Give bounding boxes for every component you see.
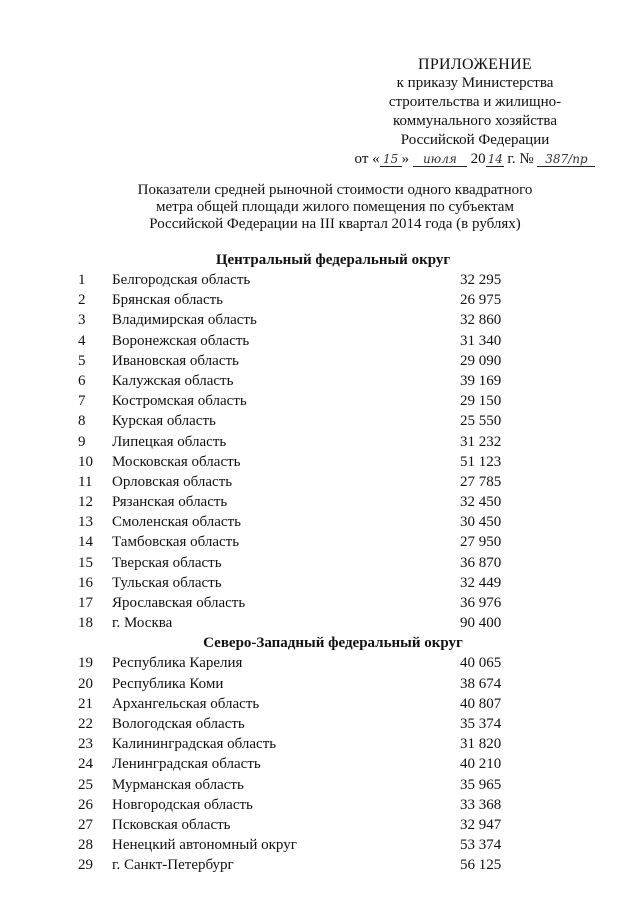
table-row [78,795,548,815]
price-value: 38 674 [460,675,502,692]
price-value: 31 340 [460,332,502,349]
row-number: 14 [78,534,93,551]
region-name: Ярославская область [112,595,246,611]
row-number: 15 [78,554,93,571]
region-name: Вологодская область [112,715,245,732]
row-number: 2 [78,292,86,309]
region-name: Ненецкий автономный округ [112,837,297,854]
row-number: 27 [78,816,93,833]
region-name: Брянская область [112,292,224,309]
price-value: 35 965 [460,776,502,793]
row-number: 11 [78,473,93,490]
price-value: 32 295 [460,272,502,288]
price-value: 33 368 [460,796,502,813]
row-number: 20 [78,675,93,692]
title-line: метра общей площади жилого помещения по субъектам [156,199,514,215]
table-row [78,734,548,754]
region-name: Новгородская область [112,796,253,813]
region-name: Смоленская область [112,514,241,531]
row-number: 1 [78,272,86,288]
region-name: Тульская область [112,574,222,591]
order-mid: » [401,151,410,167]
region-name: Калининградская область [112,736,277,753]
row-number: 10 [78,453,93,470]
price-value: 32 860 [460,312,502,329]
price-value: 40 065 [460,655,502,672]
price-value: 90 400 [460,615,502,632]
region-name: Ленинградская область [112,756,261,773]
order-year-suffix: г. № [503,151,534,167]
table-row [78,411,548,431]
price-value: 40 210 [460,756,502,773]
table-row [78,553,548,573]
row-number: 3 [78,312,86,329]
row-number: 16 [78,574,93,591]
order-year-prefix: 20 [470,151,486,167]
price-value: 29 150 [460,393,502,410]
row-number: 4 [78,332,86,349]
table-row [78,532,548,552]
row-number: 24 [78,756,93,773]
region-name: Калужская область [112,372,234,389]
row-number: 6 [78,372,86,389]
table-row [78,310,548,330]
region-name: Орловская область [112,473,233,490]
table-row [78,351,548,371]
region-name: Белгородская область [112,272,251,288]
region-name: г. Санкт-Петербург [112,857,234,874]
table-row [78,432,548,452]
price-value: 32 450 [460,494,502,511]
table-row [78,573,548,593]
row-number: 22 [78,715,93,732]
table-row [78,371,548,391]
price-value: 26 975 [460,292,502,309]
price-value: 53 374 [460,837,502,854]
table-row [78,593,548,613]
row-number: 13 [78,514,93,531]
region-name: Республика Карелия [112,655,243,672]
row-number: 8 [78,413,86,430]
table-row [78,472,548,492]
row-number: 9 [78,433,86,450]
region-name: Курская область [112,413,216,430]
row-number: 25 [78,776,93,793]
table-row [78,835,548,855]
region-name: Республика Коми [112,675,224,692]
region-name: Липецкая область [112,433,227,450]
price-value: 25 550 [460,413,502,430]
row-number: 18 [78,615,93,632]
row-number: 19 [78,655,93,672]
price-value: 27 950 [460,534,502,551]
row-number: 21 [78,695,93,712]
order-prefix: от « [354,151,380,167]
appendix-line: строительства и жилищно- [388,94,562,110]
price-value: 29 090 [460,352,502,369]
table-row [78,674,548,694]
row-number: 29 [78,857,93,874]
price-value: 30 450 [460,514,502,531]
region-name: г. Москва [112,615,173,632]
appendix-line: коммунального хозяйства [393,113,557,129]
table-row [78,754,548,774]
title-line: Российской Федерации на III квартал 2014 года (в рублях) [149,216,521,232]
price-value: 56 125 [460,857,502,874]
order-year: 14 [487,152,503,166]
table-row [78,855,548,875]
price-value: 32 449 [460,574,502,591]
region-name: Псковская область [112,816,231,833]
table-row [78,714,548,734]
region-name: Тамбовская область [112,534,240,551]
row-number: 23 [78,736,93,753]
region-name: Московская область [112,453,241,470]
price-value: 32 947 [460,816,502,833]
row-number: 5 [78,352,86,369]
row-number: 26 [78,796,93,813]
region-name: Тверская область [112,554,222,571]
region-name: Ивановская область [112,352,239,369]
price-value: 31 820 [460,736,502,753]
order-number: 387/пр [537,152,595,167]
district-heading: Северо-Западный федеральный округ [203,635,463,652]
region-name: Архангельская область [112,695,260,712]
row-number: 17 [78,595,93,611]
price-table [78,250,548,875]
price-value: 36 976 [460,595,502,611]
title-line: Показатели средней рыночной стоимости одного квадратного [137,182,533,198]
price-value: 27 785 [460,473,502,490]
region-name: Рязанская область [112,494,228,511]
price-value: 36 870 [460,554,502,571]
table-row [78,512,548,532]
table-row [78,492,548,512]
table-row [78,391,548,411]
table-row [78,331,548,351]
region-name: Владимирская область [112,312,257,329]
region-name: Воронежская область [112,332,250,349]
appendix-line: к приказу Министерства [396,75,554,91]
table-row [78,653,548,673]
region-name: Мурманская область [112,776,244,793]
table-row [78,613,548,633]
price-value: 35 374 [460,715,502,732]
table-row [78,290,548,310]
region-name: Костромская область [112,393,247,410]
price-value: 40 807 [460,695,502,712]
table-row [78,694,548,714]
row-number: 12 [78,494,93,511]
order-line [340,150,610,169]
appendix-heading: ПРИЛОЖЕНИЕ [417,56,532,73]
row-number: 7 [78,393,86,410]
price-value: 31 232 [460,433,502,450]
order-month: июля [413,152,467,167]
table-row [78,452,548,472]
table-row [78,775,548,795]
appendix-block [340,55,610,169]
document-title [95,182,575,233]
order-day: 15 [380,152,402,167]
price-value: 39 169 [460,372,502,389]
price-value: 51 123 [460,453,502,470]
district-heading: Центральный федеральный округ [215,252,451,268]
table-row [78,815,548,835]
table-row [78,270,548,290]
row-number: 28 [78,837,93,854]
appendix-line: Российской Федерации [400,132,550,148]
